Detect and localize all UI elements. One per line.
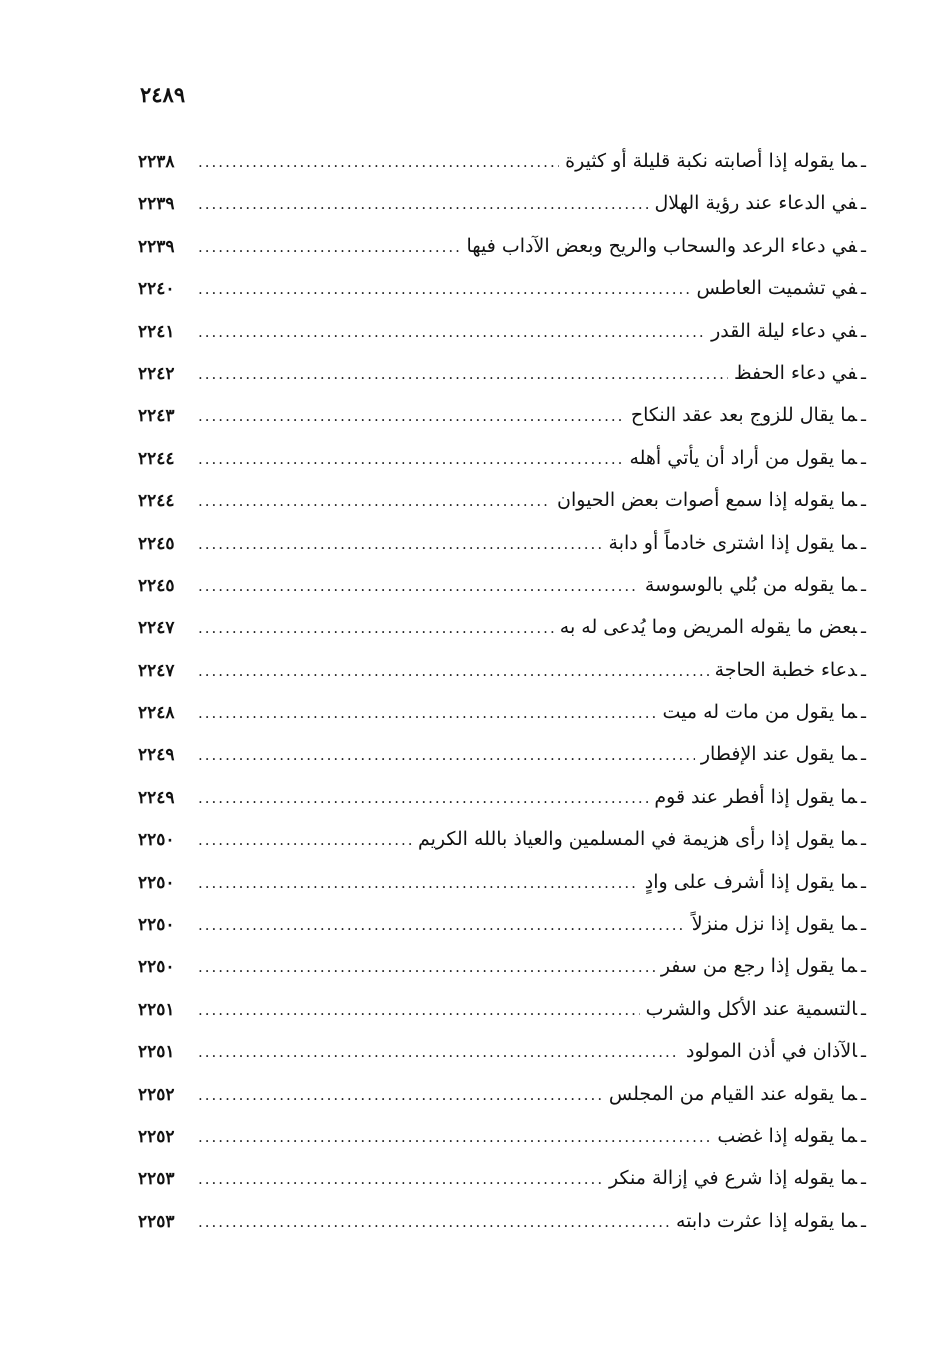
toc-entry-page: ٢٢٥٢	[138, 1084, 175, 1105]
toc-entry-dash: ـ	[861, 1084, 866, 1105]
toc-entry-page: ٢٢٤٧	[138, 660, 175, 681]
toc-entry-title-text: ما يقوله إذا غضب	[717, 1124, 858, 1147]
toc-entry-title	[460, 225, 866, 268]
toc-entry-page: ٢٢٤١	[138, 321, 175, 342]
dot-leader	[198, 862, 639, 904]
toc-entry	[138, 1030, 866, 1072]
toc-entry-dash: ـ	[861, 575, 866, 596]
toc-entry-title	[603, 1157, 866, 1200]
toc-entry	[138, 861, 866, 903]
toc-entry	[138, 394, 866, 436]
toc-entry	[138, 267, 866, 309]
toc-entry-title	[639, 564, 866, 607]
toc-entry	[138, 733, 866, 775]
toc-entry-title-text: دعاء خطبة الحاجة	[714, 658, 858, 681]
dot-leader	[198, 523, 603, 565]
toc-entry-dash: ـ	[861, 1169, 866, 1190]
toc-entry-page: ٢٢٤٨	[138, 703, 175, 724]
page-number: ٢٤٨٩	[140, 82, 186, 107]
toc-entry-page: ٢٢٤٤	[138, 448, 175, 469]
toc-entry-title-text: ما يقوله من بُلي بالوسوسة	[644, 573, 858, 596]
toc-entry-title-text: ما يقول من أراد أن يأتي أهله	[629, 446, 858, 469]
toc-entry	[138, 352, 866, 394]
toc-entry-page: ٢٢٥٣	[138, 1169, 175, 1190]
toc-entry-page: ٢٢٤٧	[138, 618, 175, 639]
dot-leader	[198, 395, 625, 437]
dot-leader	[198, 1116, 711, 1158]
toc-entry	[138, 182, 866, 224]
toc-entry-page: ٢٢٤٠	[138, 279, 175, 300]
toc-entry	[138, 225, 866, 267]
dot-leader	[198, 480, 551, 522]
toc-entry-title	[640, 988, 866, 1031]
dot-leader	[198, 268, 691, 310]
toc-entry-title	[656, 691, 866, 734]
toc-entry-title	[551, 479, 866, 522]
toc-entry	[138, 140, 866, 182]
toc-entry-title	[554, 606, 866, 649]
toc-entry-title-text: بعض ما يقوله المريض وما يُدعى له به	[559, 616, 858, 639]
toc-entry	[138, 564, 866, 606]
toc-entry-title-text: ما يقول إذا رجع من سفر	[660, 955, 858, 978]
toc-entry	[138, 1115, 866, 1157]
toc-entry-title-text: ما يقوله عند القيام من المجلس	[608, 1082, 858, 1105]
toc-entry-page: ٢٢٣٩	[138, 236, 175, 257]
toc-entry-title	[691, 267, 867, 310]
toc-entry-title-text: في دعاء الحفظ	[733, 361, 858, 384]
toc-entry	[138, 818, 866, 860]
toc-entry-title-text: ما يقوله إذا عثرت دابته	[675, 1209, 858, 1232]
toc-entry-title-text: ما يقول عند الإفطار	[700, 743, 858, 766]
toc-entry	[138, 1157, 866, 1199]
toc-entry-title	[648, 776, 866, 819]
toc-entry-dash: ـ	[861, 406, 866, 427]
toc-entry-dash: ـ	[861, 660, 866, 681]
toc-entry-dash: ـ	[861, 872, 866, 893]
toc-entry-dash: ـ	[861, 703, 866, 724]
toc-entry-dash: ـ	[861, 363, 866, 384]
toc-entry-page: ٢٢٥١	[138, 1042, 175, 1063]
toc-entry-dash: ـ	[861, 830, 866, 851]
toc-entry-title-text: ما يقول إذا اشترى خادماً أو دابة	[608, 531, 858, 554]
dot-leader	[198, 353, 728, 395]
toc-entry-page: ٢٢٤٩	[138, 787, 175, 808]
toc-entry-title-text: ما يقوله إذا سمع أصوات بعض الحيوان	[557, 489, 858, 512]
toc-entry-title	[625, 394, 866, 437]
dot-leader	[198, 650, 709, 692]
toc-entry-page: ٢٢٣٩	[138, 194, 175, 215]
toc-entry-page: ٢٢٣٨	[138, 152, 175, 172]
toc-entry-title-text: الآذان في أذن المولود	[686, 1040, 858, 1063]
toc-entry-dash: ـ	[861, 618, 866, 639]
toc-entry-title	[728, 352, 866, 395]
toc-entry-page: ٢٢٤٢	[138, 363, 175, 384]
toc-entry-page: ٢٢٥٢	[138, 1126, 175, 1147]
toc-entry-page: ٢٢٤٥	[138, 533, 175, 554]
table-of-contents	[138, 140, 866, 1242]
dot-leader	[198, 1074, 603, 1116]
toc-entry-dash: ـ	[861, 1042, 866, 1063]
toc-entry-dash: ـ	[861, 448, 866, 469]
toc-entry-title-text: ما يقول من مات له ميت	[662, 701, 858, 724]
dot-leader	[198, 565, 639, 607]
toc-entry-dash: ـ	[861, 533, 866, 554]
toc-entry	[138, 606, 866, 648]
toc-entry-page: ٢٢٤٩	[138, 745, 175, 766]
toc-entry-dash: ـ	[861, 957, 866, 978]
dot-leader	[198, 141, 559, 183]
dot-leader	[198, 989, 640, 1031]
toc-entry-page: ٢٢٤٥	[138, 575, 175, 596]
toc-entry-page: ٢٢٥١	[138, 999, 175, 1020]
toc-entry-dash: ـ	[861, 999, 866, 1020]
toc-entry-title-text: ما يقول إذا أشرف على وادٍ	[644, 870, 858, 893]
toc-entry-title-text: ما يقوله إذا شرع في إزالة منكر	[609, 1167, 858, 1190]
toc-entry	[138, 1200, 866, 1242]
toc-entry-dash: ـ	[861, 491, 866, 512]
toc-entry-title	[709, 649, 866, 692]
toc-entry-title	[639, 861, 866, 904]
toc-entry-dash: ـ	[861, 1126, 866, 1147]
dot-leader	[198, 819, 412, 861]
toc-entry-page: ٢٢٥٠	[138, 830, 175, 851]
dot-leader	[198, 1158, 603, 1200]
toc-entry-dash: ـ	[861, 194, 866, 215]
toc-entry-title-text: في تشميت العاطس	[696, 277, 858, 300]
toc-entry	[138, 437, 866, 479]
toc-entry-page: ٢٢٥٠	[138, 957, 175, 978]
toc-entry-title-text: في الدعاء عند رؤية الهلال	[654, 192, 858, 215]
toc-entry	[138, 310, 866, 352]
toc-entry-title-text: التسمية عند الأكل والشرب	[645, 997, 858, 1020]
toc-entry-title	[559, 140, 866, 183]
toc-entry	[138, 649, 866, 691]
toc-entry-page: ٢٢٤٤	[138, 491, 175, 512]
toc-entry-title-text: ما يقال للزوج بعد عقد النكاح	[630, 404, 858, 427]
toc-entry-title-text: ما يقول إذا رأى هزيمة في المسلمين والعياذ بالله الكريم	[417, 828, 858, 851]
toc-entry	[138, 988, 866, 1030]
toc-entry-title-text: ما يقوله إذا أصابته نكبة قليلة أو كثيرة	[565, 150, 858, 172]
toc-entry	[138, 945, 866, 987]
toc-entry-title	[623, 437, 866, 480]
toc-entry-title-text: في دعاء ليلة القدر	[711, 319, 858, 342]
toc-entry-title	[603, 1073, 866, 1116]
dot-leader	[198, 311, 705, 353]
dot-leader	[198, 183, 648, 225]
toc-entry-title-text: ما يقول إذا أفطر عند قوم	[654, 785, 858, 808]
toc-entry	[138, 691, 866, 733]
toc-entry-title-text: في دعاء الرعد والسحاب والريح وبعض الآداب فيها	[466, 234, 858, 257]
dot-leader	[198, 734, 695, 776]
dot-leader	[198, 226, 460, 268]
toc-entry-title	[705, 310, 866, 353]
toc-entry-title	[686, 903, 866, 946]
toc-entry-dash: ـ	[861, 915, 866, 936]
toc-entry-title	[680, 1030, 866, 1073]
dot-leader	[198, 777, 648, 819]
toc-entry-title	[711, 1115, 866, 1158]
toc-entry-dash: ـ	[861, 279, 866, 300]
toc-entry-page: ٢٢٥٠	[138, 915, 175, 936]
dot-leader	[198, 1201, 670, 1243]
toc-entry-title	[670, 1200, 866, 1243]
toc-entry-dash: ـ	[861, 152, 866, 172]
toc-entry-dash: ـ	[861, 236, 866, 257]
toc-entry-title	[603, 522, 866, 565]
toc-entry-title-text: ما يقول إذا نزل منزلاً	[691, 913, 858, 936]
dot-leader	[198, 607, 554, 649]
dot-leader	[198, 692, 656, 734]
dot-leader	[198, 904, 686, 946]
dot-leader	[198, 438, 623, 480]
toc-entry-page: ٢٢٥٣	[138, 1211, 175, 1232]
dot-leader	[198, 946, 655, 988]
toc-entry-title	[412, 818, 866, 861]
toc-entry	[138, 776, 866, 818]
toc-entry-dash: ـ	[861, 321, 866, 342]
toc-entry	[138, 1073, 866, 1115]
toc-entry-dash: ـ	[861, 787, 866, 808]
toc-entry-dash: ـ	[861, 745, 866, 766]
toc-entry-title	[655, 945, 866, 988]
toc-entry	[138, 903, 866, 945]
toc-entry-title	[695, 733, 866, 776]
toc-entry-title	[648, 182, 866, 225]
toc-entry-dash: ـ	[861, 1211, 866, 1232]
dot-leader	[198, 1031, 680, 1073]
toc-entry-page: ٢٢٥٠	[138, 872, 175, 893]
toc-entry	[138, 522, 866, 564]
toc-entry	[138, 479, 866, 521]
toc-entry-page: ٢٢٤٣	[138, 406, 175, 427]
